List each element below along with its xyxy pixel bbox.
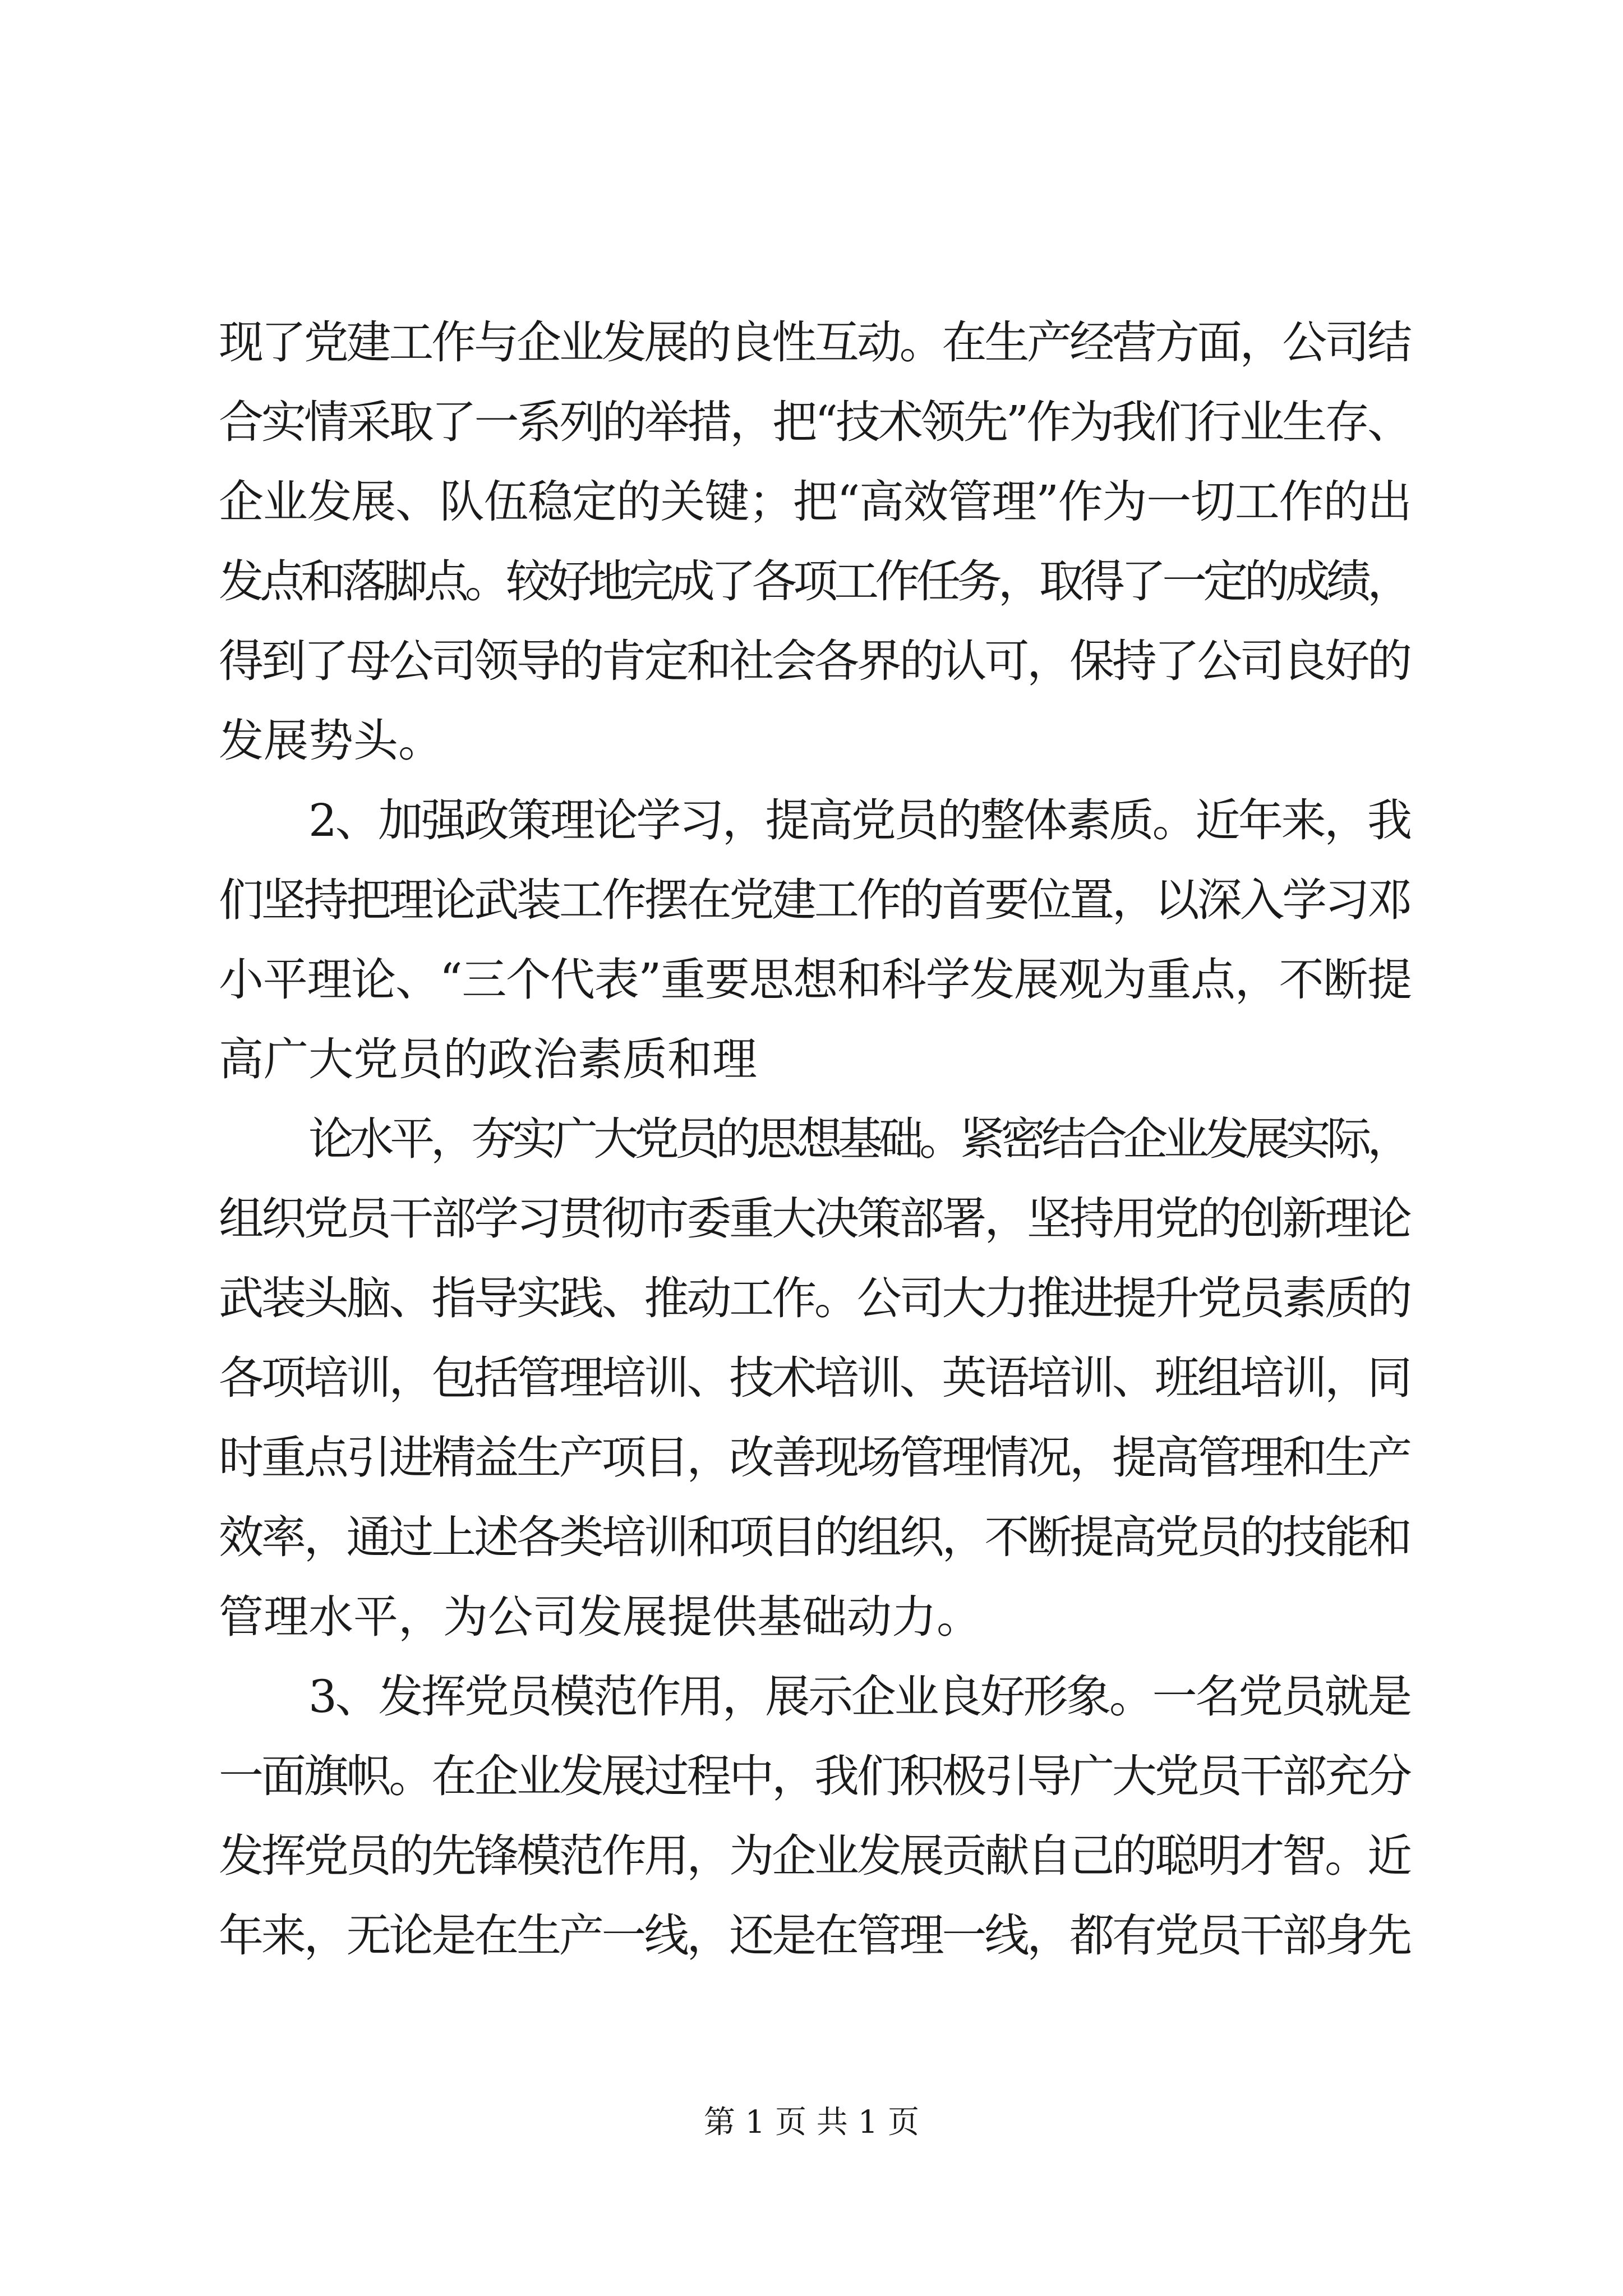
text-line: 们坚持把理论武装工作摆在党建工作的首要位置，以深入学习邓 xyxy=(219,874,1410,926)
text-line: 管理水平，为公司发展提供基础动力。 xyxy=(219,1591,981,1643)
text-line: 效率，通过上述各类培训和项目的组织，不断提高党员的技能和 xyxy=(219,1511,1410,1563)
text-line: 武装头脑、指导实践、推动工作。公司大力推进提升党员素质的 xyxy=(219,1272,1410,1324)
text-line: 论水平，夯实广大党员的思想基础。紧密结合企业发展实际， xyxy=(308,1113,1408,1165)
text-line: 一面旗帜。在企业发展过程中，我们积极引导广大党员干部充分 xyxy=(219,1750,1410,1802)
text-line: 2、加强政策理论学习，提高党员的整体素质。近年来，我 xyxy=(308,794,1410,846)
text-line: 高广大党员的政治素质和理 xyxy=(219,1033,757,1085)
text-line: 合实情采取了一系列的举措，把“技术领先”作为我们行业生存、 xyxy=(219,396,1410,448)
document-body xyxy=(219,303,1412,1976)
text-line: 企业发展、队伍稳定的关键；把“高效管理”作为一切工作的出 xyxy=(219,476,1412,528)
text-line: 现了党建工作与企业发展的良性互动。在生产经营方面，公司结 xyxy=(219,316,1410,369)
text-line: 小平理论、“三个代表”重要思想和科学发展观为重点，不断提 xyxy=(219,954,1412,1006)
text-line: 3、发挥党员模范作用，展示企业良好形象。一名党员就是 xyxy=(308,1671,1410,1723)
text-line: 年来，无论是在生产一线，还是在管理一线，都有党员干部身先 xyxy=(219,1910,1410,1962)
text-line: 发挥党员的先锋模范作用，为企业发展贡献自己的聪明才智。近 xyxy=(219,1830,1410,1882)
text-line: 得到了母公司领导的肯定和社会各界的认可，保持了公司良好的 xyxy=(219,635,1410,687)
text-line: 发展势头。 xyxy=(219,715,443,767)
text-line: 时重点引进精益生产项目，改善现场管理情况，提高管理和生产 xyxy=(219,1432,1410,1484)
text-line: 各项培训，包括管理培训、技术培训、英语培训、班组培训，同 xyxy=(219,1352,1410,1404)
text-line: 发点和落脚点。较好地完成了各项工作任务，取得了一定的成绩， xyxy=(219,555,1409,608)
text-line: 组织党员干部学习贯彻市委重大决策部署，坚持用党的创新理论 xyxy=(219,1193,1410,1245)
page-footer: 第 1 页 共 1 页 xyxy=(703,2104,920,2141)
